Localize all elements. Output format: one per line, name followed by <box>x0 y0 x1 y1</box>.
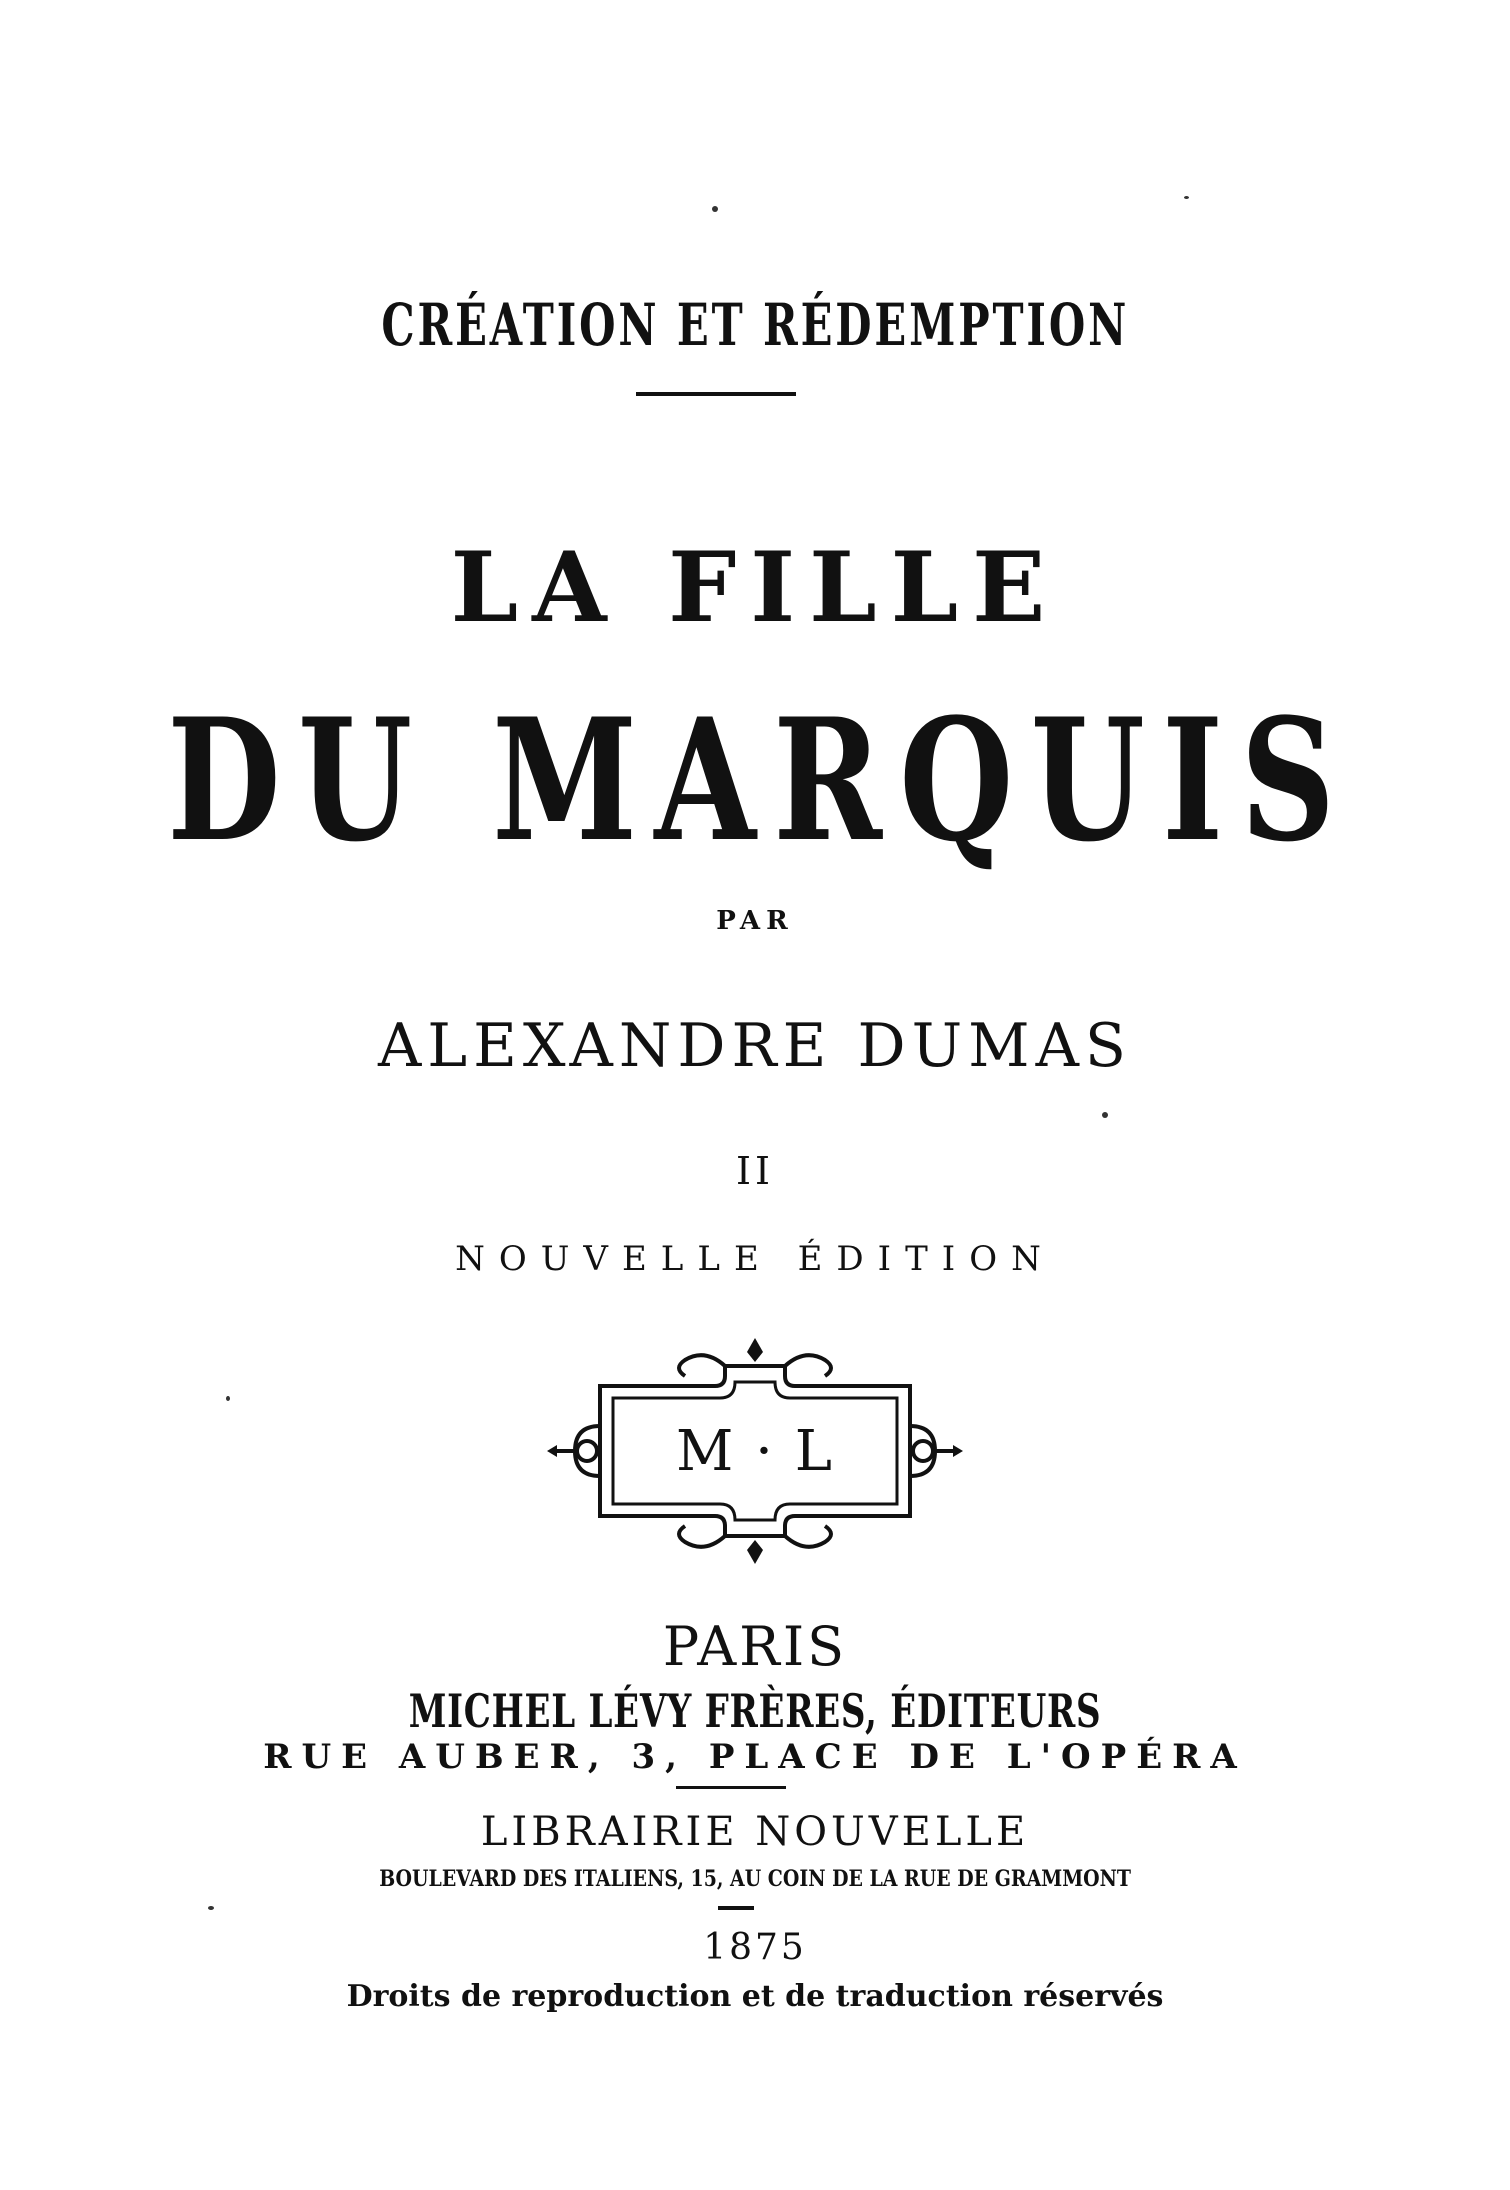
rights-notice: Droits de reproduction et de traduction réservés <box>346 1979 1164 2014</box>
volume-number: II <box>735 1149 775 1193</box>
scan-speck <box>208 1906 214 1910</box>
book-title-line-2 <box>0 681 1510 879</box>
imprint-city: PARIS <box>662 1615 848 1678</box>
imprint-year: 1875 <box>703 1927 807 1968</box>
publisher-mark-initials: M · L <box>676 1419 834 1484</box>
byline-label: PAR <box>716 906 794 936</box>
imprint-bookshop-address-text: BOULEVARD DES ITALIENS, 15, AU COIN DE LA RUE DE GRAMMONT <box>379 1866 1131 1892</box>
imprint-bookshop-address <box>0 1868 1510 1890</box>
publisher-mark <box>545 1336 965 1566</box>
series-divider <box>636 392 796 396</box>
edition-label: NOUVELLE ÉDITION <box>455 1239 1055 1279</box>
scan-speck <box>1184 196 1189 199</box>
year-divider <box>718 1906 754 1910</box>
book-title-line-2-text: DU MARQUIS <box>167 681 1353 879</box>
scan-speck <box>1102 1112 1108 1118</box>
book-title-line-1: LA FILLE <box>450 531 1060 644</box>
author-name: ALEXANDRE DUMAS <box>377 1011 1133 1081</box>
imprint-address: RUE AUBER, 3, PLACE DE L'OPÉRA <box>263 1737 1247 1777</box>
series-title-text: CRÉATION ET RÉDEMPTION <box>381 291 1129 359</box>
imprint-publisher-text: MICHEL LÉVY FRÈRES, ÉDITEURS <box>408 1684 1102 1738</box>
imprint-publisher <box>0 1684 1510 1738</box>
imprint-divider <box>676 1786 786 1789</box>
imprint-bookshop: LIBRAIRIE NOUVELLE <box>480 1809 1030 1855</box>
scan-speck <box>712 206 718 212</box>
scan-speck <box>226 1396 230 1401</box>
series-title <box>0 291 1510 359</box>
